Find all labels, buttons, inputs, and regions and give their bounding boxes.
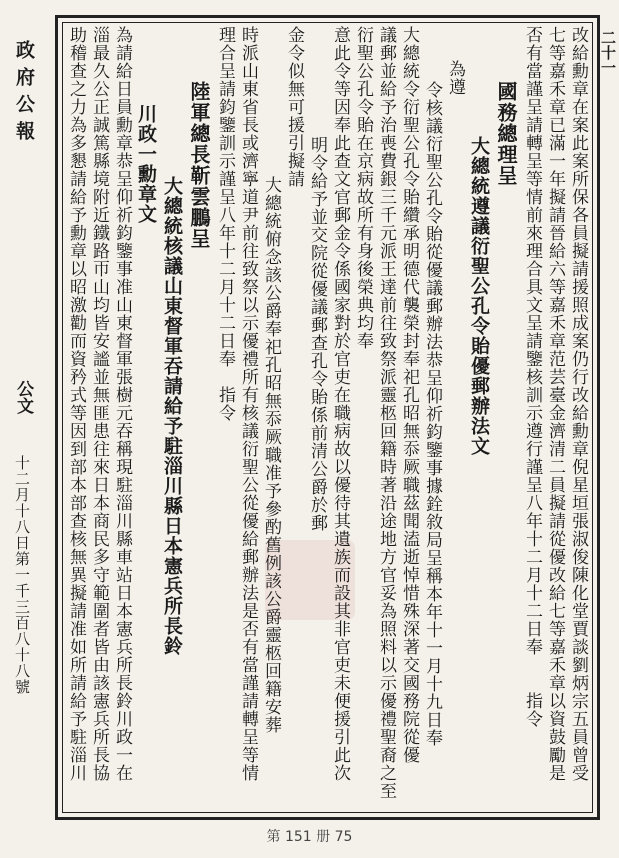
text-column: 意此令等因奉此查文官郵金令係國家對於官吏在職病故以優待其遺族而設其非官吏未便援引此次 xyxy=(330,26,350,782)
text-column: 衍聖公孔令貽在京病故所有身後榮典均奉 xyxy=(353,26,373,350)
text-column: 明令給予並交院從優議郵查孔令貽係前清公爵於郵 xyxy=(307,136,327,532)
text-column: 為請給日員勳章恭呈仰祈鈞鑒事准山東督軍張樹元吞稱現駐淄川縣車站日本憲兵所長鈴川政一在 xyxy=(112,26,132,782)
text-column: 助稽查之力為多懇請給予勳章以昭激勸而資矜式等因到部本部查核無異擬請准如所請給予駐淄川 xyxy=(66,26,86,782)
text-column: 七等嘉禾章已滿一年擬請晉給六等嘉禾章范芸臺金濟清二員擬請從優改給七等嘉禾章以資鼓勵是 xyxy=(545,26,565,782)
text-column: 大總統遵議衍聖公孔令貽優郵辦法文 xyxy=(468,136,490,456)
text-column: 時派山東省長或濟寧道尹前往致祭以示優禮所有核議衍聖公從優給郵辦法是否有當謹請轉呈等情 xyxy=(238,26,258,782)
volume-footer: 第 151 册 75 xyxy=(266,829,353,845)
text-column: 國務總理呈 xyxy=(494,81,518,186)
text-column: 理合呈請鈞鑒訓示謹呈八年十二月十二日奉 指令 xyxy=(215,26,235,422)
text-column: 淄最久公正誠篤縣境附近鐵路帀山均皆安謐並無匪患往來日本商民多守範圍者皆由該憲兵所長協 xyxy=(89,26,109,782)
section-label: 公文 xyxy=(13,380,33,414)
text-column: 議郵並給予治喪費銀三千元派王達前往致祭派靈柩回籍時著沿途地方官妥為照料以示優禮聖裔之至 xyxy=(376,26,396,800)
text-column: 否有當謹呈請轉呈等情前來理合具文呈請鑒核訓示遵行謹呈八年十二月十二日奉 指令 xyxy=(522,26,542,728)
text-column: 令核議衍聖公孔令貽從優議郵辦法恭呈仰祈鈞鑒事據銓敘局呈稱本年十一月十九日奉 xyxy=(422,81,442,747)
text-column: 金令似無可援引擬請 xyxy=(284,26,304,188)
text-column: 改給勳章在案此案所保各員擬請援照成案仍行改給勳章倪星垣張淑俊陳化堂賈談劉炳宗五員曾受 xyxy=(568,26,588,782)
text-column: 大總統俯念該公爵奉祀孔昭無忝厥職准予參酌舊例該公爵靈柩回籍安葬 xyxy=(261,176,281,734)
text-column: 川政一勳章文 xyxy=(135,104,157,224)
text-column: 陸軍總長靳雲鵬呈 xyxy=(187,81,211,249)
gazette-title: 政府公報 xyxy=(13,40,35,148)
text-column: 為遵 xyxy=(445,60,465,96)
issue-date-number: 十二月十八日第一千三百八十八號 xyxy=(13,455,31,695)
document-body xyxy=(66,26,589,809)
text-column: 大總統令衍聖公孔令貽纘承明德代襲榮封奉祀孔昭無忝厥職茲聞溘逝悼惜殊深著交國務院從優 xyxy=(399,26,419,764)
page-number: 二十一 xyxy=(599,30,617,75)
text-column: 大總統核議山東督軍吞請給予駐淄川縣日本憲兵所長鈴 xyxy=(161,176,183,656)
